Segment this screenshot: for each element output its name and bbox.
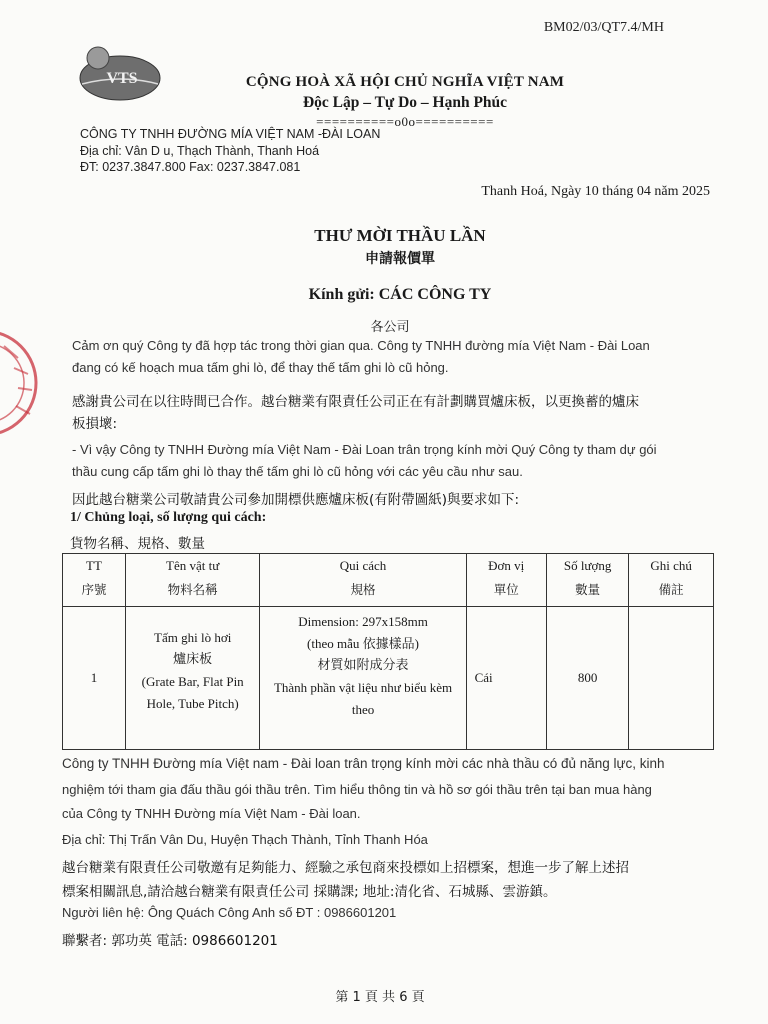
section-title-zh: 貨物名稱、規格、數量 <box>70 536 205 552</box>
header-separator: ==========o0o========== <box>316 114 494 129</box>
letter-title: THƯ MỜI THẦU LẦN <box>314 226 486 245</box>
cell-unit: Cái <box>466 607 546 750</box>
cell-spec: Dimension: 297x158mm (theo mẫu 依據樣品) 材質如附成分表 Thành phần vật liệu như biểu kèm theo <box>260 607 466 750</box>
letter-title-zh: 申請報價單 <box>365 251 435 267</box>
document-code: BM02/03/QT7.4/MH <box>543 20 664 35</box>
national-motto: Độc Lập – Tự Do – Hạnh Phúc <box>302 94 508 111</box>
cell-tt: 1 <box>63 607 126 750</box>
paragraph-1-line-2: đang có kế hoạch mua tấm ghi lò, để thay thế tấm ghi lò cũ hỏng. <box>72 360 449 375</box>
page-number: 第 1 頁 共 6 頁 <box>335 990 425 1005</box>
table-header-row <box>63 554 714 607</box>
paragraph-1-zh-line-1: 感謝貴公司在以往時間已合作。越台糖業有限責任公司正在有計劃購買爐床板，以更換蓄的爐床 <box>72 394 639 410</box>
paragraph-1-line-1: Cảm ơn quý Công ty đã hợp tác trong thời gian qua. Công ty TNHH đường mía Việt Nam - Đài Loan <box>72 338 650 353</box>
paragraph-1-zh-line-2: 板損壞: <box>72 416 118 432</box>
document-date: Thanh Hoá, Ngày 10 tháng 04 năm 2025 <box>481 184 710 199</box>
contact-person-vi: Người liên hệ: Ông Quách Công Anh số ĐT : 0986601201 <box>62 905 397 920</box>
closing-address: Địa chỉ: Thị Trấn Vân Du, Huyện Thạch Thành, Tỉnh Thanh Hóa <box>62 832 428 847</box>
cell-note <box>629 607 714 750</box>
closing-line-1: Công ty TNHH Đường mía Việt nam - Đài loan trân trọng kính mời các nhà thầu có đủ năng lực, kinh <box>62 756 665 771</box>
header-cell-tt: TT 序號 <box>63 554 126 607</box>
cell-quantity: 800 <box>546 607 628 750</box>
header-cell-name: Tên vật tư 物料名稱 <box>125 554 260 607</box>
table-row <box>63 607 714 750</box>
svg-text:VTS: VTS <box>106 70 138 87</box>
header-cell-note: Ghi chú 備註 <box>629 554 714 607</box>
greeting: Kính gửi: CÁC CÔNG TY <box>308 286 492 303</box>
closing-line-3: của Công ty TNHH Đường mía Việt Nam - Đài loan. <box>62 806 361 821</box>
paragraph-2-zh: 因此越台糖業公司敬請貴公司參加開標供應爐床板(有附帶圖紙)與要求如下: <box>72 492 520 508</box>
header-cell-unit: Đơn vị 單位 <box>466 554 546 607</box>
paragraph-2-line-2: thầu cung cấp tấm ghi lò thay thế tấm ghi lò cũ hỏng với các yêu cầu như sau. <box>72 464 523 479</box>
greeting-zh: 各公司 <box>370 320 410 335</box>
paragraph-2-line-1: - Vì vậy Công ty TNHH Đường mía Việt Nam - Đài Loan trân trọng kính mời Quý Công ty tham dự gói <box>72 442 657 457</box>
contact-person-zh: 聯繫者: 郭功英 電話: 0986601201 <box>62 933 278 949</box>
cell-item-name: Tấm ghi lò hơi 爐床板 (Grate Bar, Flat Pin Hole, Tube Pitch) <box>125 607 260 750</box>
company-phone-fax: ĐT: 0237.3847.800 Fax: 0237.3847.081 <box>80 160 301 174</box>
national-title: CỘNG HOÀ XÃ HỘI CHỦ NGHĨA VIỆT NAM <box>245 74 565 90</box>
items-table <box>62 553 714 750</box>
company-name: CÔNG TY TNHH ĐƯỜNG MÍA VIỆT NAM -ĐÀI LOAN <box>80 127 381 141</box>
header-cell-spec: Qui cách 規格 <box>260 554 466 607</box>
section-title: 1/ Chủng loại, số lượng qui cách: <box>70 510 267 525</box>
company-seal-stamp <box>0 318 54 448</box>
closing-line-2: nghiệm tới tham gia đấu thầu gói thầu trên. Tìm hiểu thông tin và hồ sơ gói thầu trên tại ban mua hàng <box>62 782 652 797</box>
closing-zh-line-2: 標案相關訊息,請洽越台糖業有限責任公司 採購課; 地址:清化省、石城縣、雲游鎮。 <box>62 884 557 900</box>
closing-zh-line-1: 越台糖業有限責任公司敬邀有足夠能力、經驗之承包商來投標如上招標案，想進一步了解上述招 <box>62 860 629 876</box>
company-address: Địa chỉ: Vân D u, Thạch Thành, Thanh Hoá <box>80 144 320 158</box>
header-cell-qty: Số lượng 數量 <box>546 554 628 607</box>
